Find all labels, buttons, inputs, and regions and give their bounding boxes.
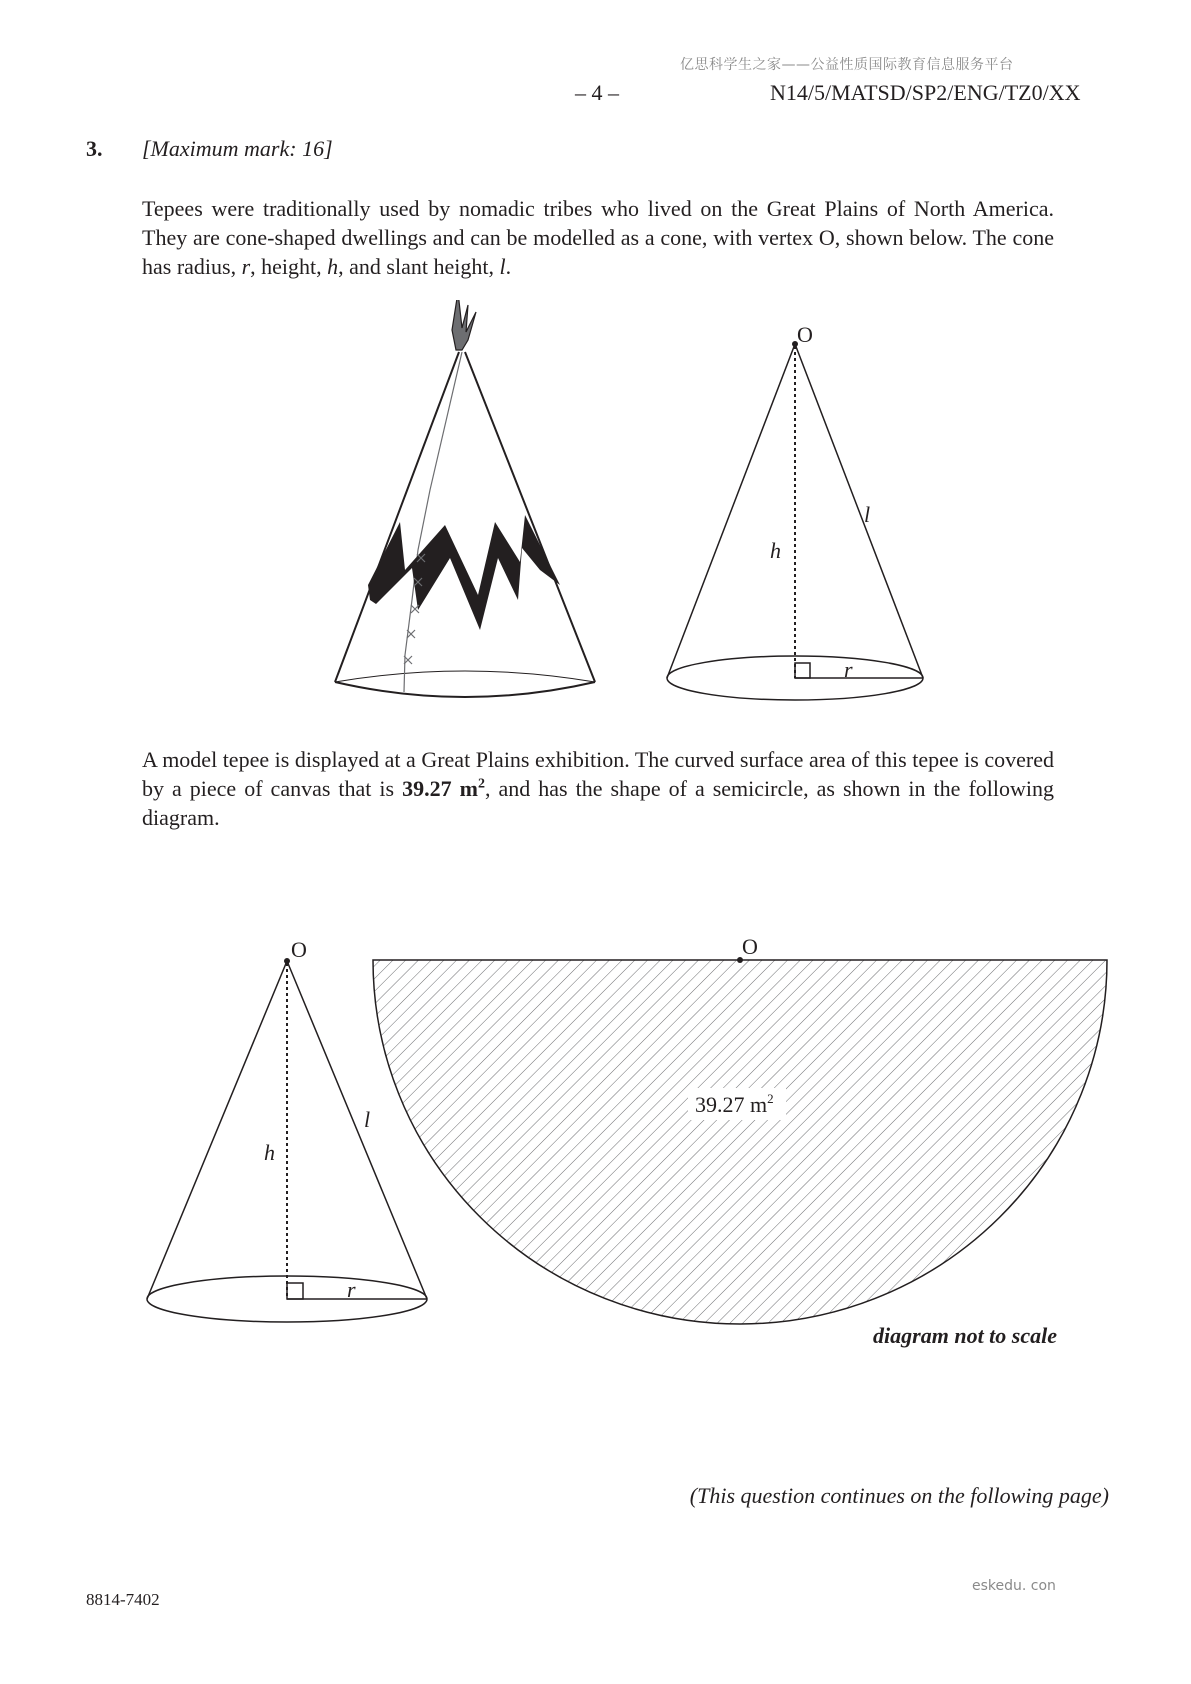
paper-code: N14/5/MATSD/SP2/ENG/TZ0/XX xyxy=(770,80,1081,105)
model-area-sup: 2 xyxy=(477,776,485,792)
model-text-1: A model tepee is displayed at a Great Plains exhibition. The curved surface area of this tepee is covered by a piece of canvas that is xyxy=(142,747,1054,801)
semicircle-shape xyxy=(373,960,1107,1324)
cone-height-label: h xyxy=(770,538,781,563)
second-cone-slant-label: l xyxy=(364,1107,371,1132)
cone-model-diagram xyxy=(667,322,923,700)
figure-cone-and-semicircle xyxy=(0,920,1191,1360)
footer-watermark: eskedu. con xyxy=(972,1578,1056,1594)
page-number: – 4 – xyxy=(575,80,619,105)
maximum-mark: [Maximum mark: 16] xyxy=(142,136,333,161)
tepee-illustration xyxy=(335,300,595,697)
cone-radius-label: r xyxy=(844,657,853,682)
question-number: 3. xyxy=(86,136,103,161)
intro-var-h: h xyxy=(327,254,339,279)
model-text-2: , and has the shape of a semicircle, as shown in the following diagram. xyxy=(142,776,1054,830)
header-watermark: 亿思科学生之家——公益性质国际教育信息服务平台 xyxy=(680,57,1014,73)
intro-text-2: , height, xyxy=(250,254,328,279)
intro-text-4: . xyxy=(505,254,512,279)
cone-vertex-label: O xyxy=(797,322,813,347)
not-to-scale-note: diagram not to scale xyxy=(873,1323,1057,1348)
figure-tepee-and-cone xyxy=(0,300,1191,720)
second-cone-height-label: h xyxy=(264,1140,275,1165)
intro-var-l: l xyxy=(499,254,506,279)
semicircle-canvas xyxy=(373,934,1107,1324)
second-cone-radius-label: r xyxy=(347,1277,356,1302)
intro-text-3: , and slant height, xyxy=(338,254,500,279)
semicircle-area-label: 39.27 $m^2$ xyxy=(695,1091,774,1117)
model-tepee-text xyxy=(142,745,1054,832)
footer-code: 8814-7402 xyxy=(86,1590,160,1609)
model-area-value: 39.27 m xyxy=(402,776,478,801)
semicircle-center-label: O xyxy=(742,934,758,959)
question-intro xyxy=(142,194,1054,281)
intro-text-1: Tepees were traditionally used by nomadic tribes who lived on the Great Plains of North America. They are cone-shaped dwellings and can be modelled as a cone, with vertex O, shown below. The cone has radius, xyxy=(142,196,1054,279)
continue-note: (This question continues on the following page) xyxy=(689,1483,1109,1508)
intro-var-r: r xyxy=(241,254,251,279)
second-cone-vertex-label: O xyxy=(291,937,307,962)
cone-slant-label: l xyxy=(864,502,871,527)
